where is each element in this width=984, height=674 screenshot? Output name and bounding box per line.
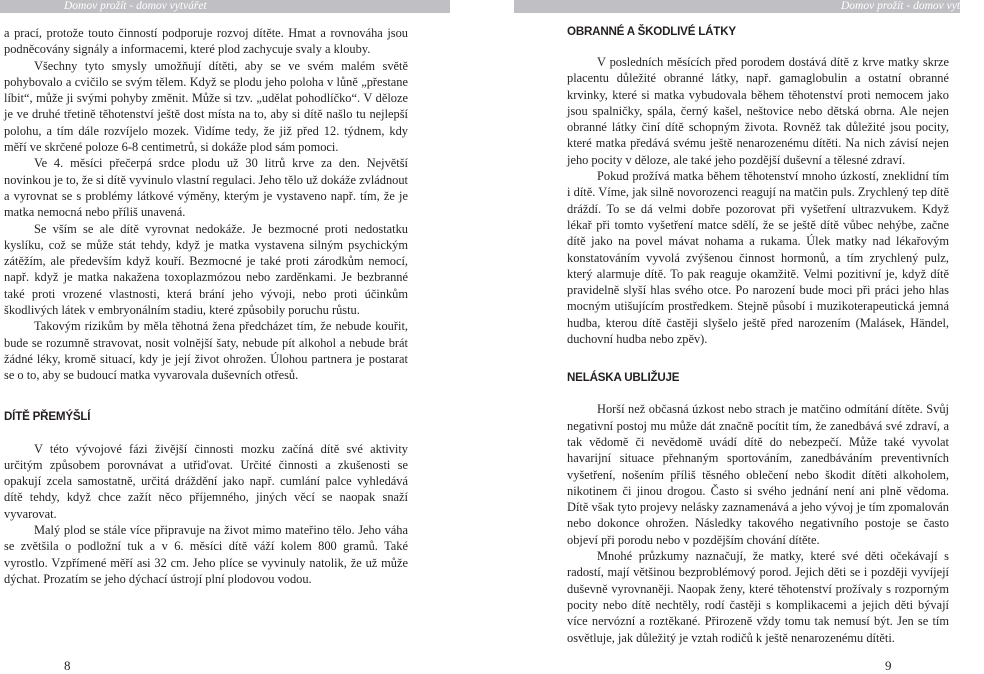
running-header-title: Domov prožít - domov vytvářet bbox=[841, 0, 984, 12]
paragraph: Malý plod se stále více připravuje na život mimo mateřino tělo. Jeho váha se zvětšila o podložní tuk a v 6. měsíci dítě váží kolem 800 gramů. Také vyrostlo. Vzpřímené měří asi 32 cm. Jeho plíce se vyvinuly natolik, že už může dýchat. Prozatím se jeho dýchací ústrojí plní plodovou vodou. bbox=[4, 523, 408, 586]
paragraph: a prací, protože touto činností podporuje rozvoj dítěte. Hmat a rovnováha jsou podněcovány signály a informacemi, které plod zachycuje svaly a klouby. bbox=[4, 26, 408, 57]
paragraph: Takovým rizikům by měla těhotná žena předcházet tím, že nebude kouřit, bude se rozumně stravovat, nosit volnější šaty, nebude pít alkohol a nebude brát žádné léky, kromě situací, kdy je její život ohrožen. Úlohou partnera je postarat se o to, aby se budoucí matka vyvarovala duševních otřesů. bbox=[4, 319, 408, 383]
paragraph: Ve 4. měsíci přečerpá srdce plodu už 30 litrů krve za den. Největší novinkou je to, že si dítě vyvinulo vlastní regulaci. Jeho tělo už dokáže zvládnout a vyrovnat se s problémy látkové výměny, kterým je vystaveno např. tím, že je matka nemocná nebo příliš unavená. bbox=[4, 156, 408, 220]
running-header-title: Domov prožít - domov vytvářet bbox=[64, 0, 207, 12]
running-header-bar bbox=[0, 0, 450, 13]
paragraph: Pokud prožívá matka během těhotenství mnoho úzkostí, zneklidní tím i dítě. Víme, jak silně novorozenci reagují na matčin puls. Zrychlený tep dítě dráždí. To se dá velmi dobře pozorovat při vyšetření ultrazvukem. Když lékař při tomto vyšetření matce sdělí, že se ještě dítě vůbec nehýbe, začne dítě jako na povel mávat nohama a rukama. Úlek matky nad lékařovým konstatováním vyvolá zvýšenou činnost hormonů, a tím zrychlený pulz, který alarmuje dítě. To pak reaguje okamžitě. Velmi pozitivní je, když dítě pravidelně slyší hlas svého otce. Po narození bude moci při práci jeho hlas mocným utišujícím prostředkem. Stejně působí i muzikoterapeutická jemná hudba, kterou dítě častěji slyšelo ještě před narozením (Malásek, Händel, duchovní hudba nebo zpěv). bbox=[567, 169, 949, 347]
right-page bbox=[480, 0, 984, 673]
left-page bbox=[0, 0, 480, 672]
paragraph: Mnohé průzkumy naznačují, že matky, které své děti očekávají s radostí, mají většinou bezproblémový porod. Jejich děti se i později vyvíjejí duševně vyrovnaněji. Naopak ženy, které těhotenství prožívaly s rozporným pocity nebo dítě nechtěly, rodí častěji s komplikacemi a jejich děti bývají více nervózní a roztěkané. Přirozeně vždy tomu tak nemusí být. Jen se tím osvětluje, jak důležitý je vztah rodičů k ještě nenarozenému dítěti. bbox=[567, 549, 949, 645]
paragraph: Se vším se ale dítě vyrovnat nedokáže. Je bezmocné proti nedostatku kyslíku, což se může stát tehdy, když je matka vystavena silným psychickým zátěžím, ale především když kouří. Bezmocné je také proti zárodkům nemocí, např. když je matka nakažena toxoplazmózou nebo zarděnkami. Je bezbranné také proti vrozené vlastnosti, která brání jeho vývoji, nebo proti účinkům škodlivých látek v embryonálním stadiu, které způsobily poruchu růstu. bbox=[4, 221, 408, 318]
section-heading: OBRANNÉ A ŠKODLIVÉ LÁTKY bbox=[567, 25, 736, 38]
section-heading: DÍTĚ PŘEMÝŠLÍ bbox=[4, 409, 91, 423]
page-number: 8 bbox=[64, 658, 71, 673]
paragraph: V této vývojové fázi živější činnosti mozku začíná dítě své aktivity určitým způsobem porovnávat a utřiďovat. Určité činnosti a zkušenosti se opakují zcela samostatně, určitá dráždění jako např. cumlání palce vyhledává dítě tehdy, když chce zažít něco příjemného, jiných věcí se naopak snaží vyvarovat. bbox=[4, 441, 408, 521]
paragraph: Všechny tyto smysly umožňují dítěti, aby se ve svém malém světě pohybovalo a cvičilo se svým tělem. Když se plodu jeho poloha v lůně „přestane líbit“, může ji svými pohyby změnit. Může si tzv. „udělat pohodlíčko“. V děloze je ve druhé třetině těhotenství ještě dost místa na to, aby si dítě našlo tu nejlepší polohu, a tím dále rozvíjelo mozek. Vidíme tedy, že již před 12. týdnem, kdy měří ve skrčené poloze 6-8 centimetrů, si dokáže plod sám pomoci. bbox=[4, 58, 408, 155]
section-heading: NELÁSKA UBLIŽUJE bbox=[567, 371, 680, 385]
left-text-column bbox=[4, 25, 408, 587]
paragraph: Horší než občasná úzkost nebo strach je matčino odmítání dítěte. Svůj negativní postoj mu může dát značně pocítit tím, že zanedbává své zdraví, a tak vědomě či nevědomě uvádí dítě do nebezpečí. Může také vyvolat havarijní situace přehnaným sportováním, zanedbáváním preventivních vyšetření, nošením příliš těsného oblečení nebo škodit dítěti alkoholem, nikotinem či jinou drogou. Často si svého jednání není ani plně vědoma. Dítě však tyto projevy nelásky zaznamenává a jeho vývoj je tím zpomalován nebo dokonce ohrožen. Následky takového negativního postoje se často objeví při porodu nebo v pozdějším chování dítěte. bbox=[567, 402, 949, 547]
paragraph: V posledních měsících před porodem dostává dítě z krve matky skrze placentu důležité obranné látky, např. gamaglobulin a ostatní obranné krvinky, které si matka vybudovala během těhotenství proti nemocem jako jsou spalničky, spála, černý kašel, neštovice nebo dětská obrna. Ale nejen obranné látky činí dítě schopným života. Rovněž tak důležité jsou pocity, které matka předává svému ještě nenarozenému dítěti. Na nich závisí nejen jeho pocity v děloze, ale také jeho pozdější duševní a tělesné zdraví. bbox=[567, 55, 949, 167]
right-text-column bbox=[567, 25, 949, 646]
running-header-bar bbox=[514, 0, 984, 13]
page-number: 9 bbox=[885, 658, 892, 673]
